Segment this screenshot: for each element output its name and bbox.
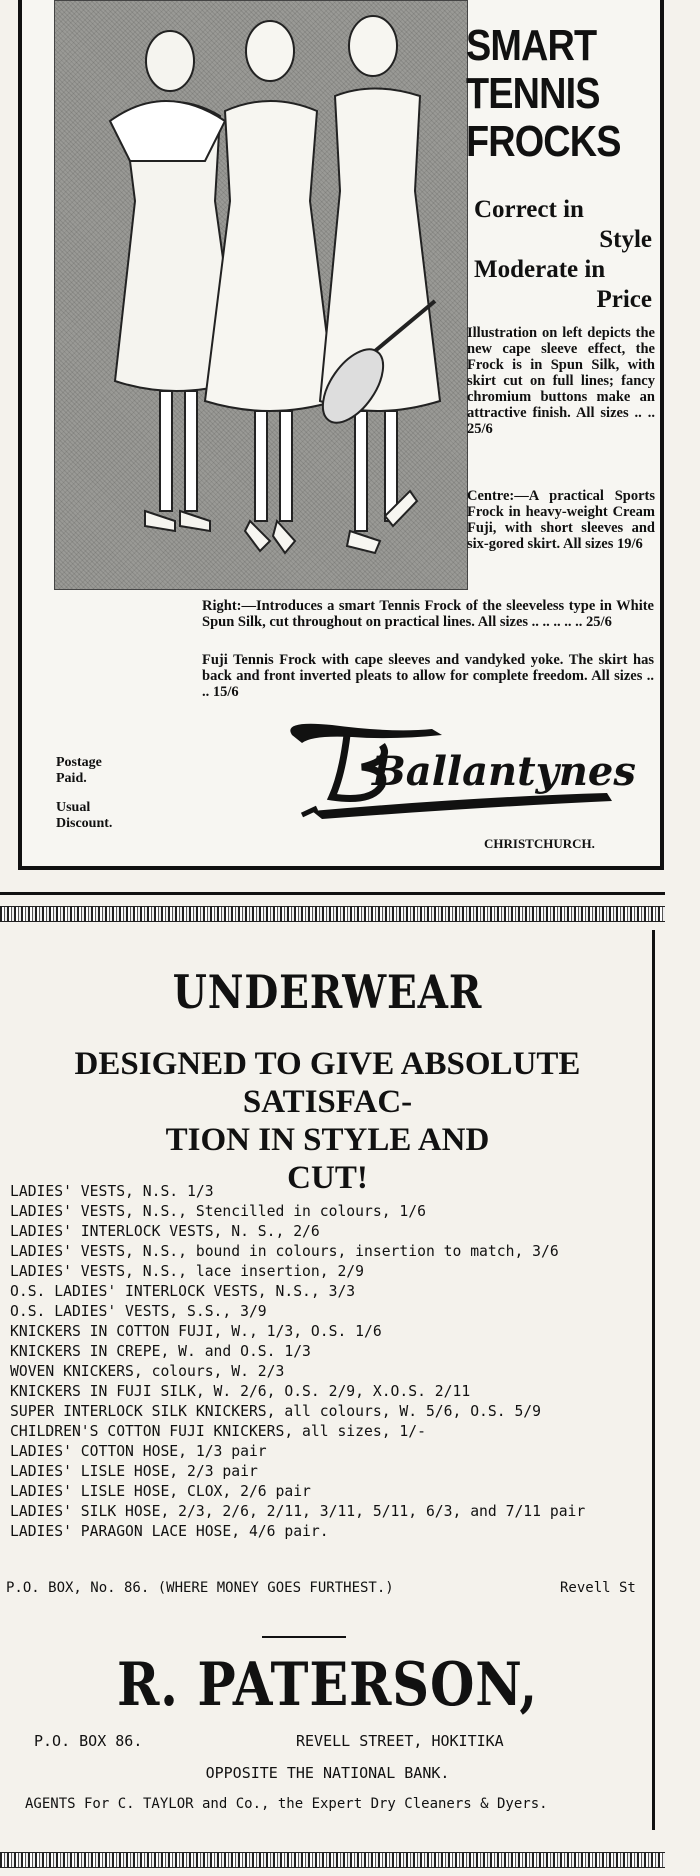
paterson-advertisement	[0, 930, 655, 1830]
headline-line-2: TENNIS	[466, 69, 600, 118]
paterson-name: R. PATERSON,	[116, 1650, 539, 1720]
price-list-item: O.S. LADIES' INTERLOCK VESTS, N.S., 3/3	[10, 1282, 356, 1300]
price-list-item: LADIES' VESTS, N.S., bound in colours, insertion to match, 3/6	[10, 1242, 559, 1260]
divider-line	[0, 892, 665, 895]
tennis-frocks-illustration	[54, 0, 468, 590]
price-list-item: LADIES' VESTS, N.S. 1/3	[10, 1182, 214, 1200]
ballantynes-advertisement	[18, 0, 664, 870]
city-label: CHRISTCHURCH.	[484, 836, 595, 851]
address-po-box: P.O. BOX 86.	[34, 1732, 143, 1750]
price-list-item: LADIES' VESTS, N.S., Stencilled in colours, 1/6	[10, 1202, 426, 1220]
description-centre-frock: Centre:—A practical Sports Frock in heavy-weight Cream Fuji, with short sleeves and six-gored skirt. All sizes 19/6	[467, 488, 655, 552]
price-list-item: LADIES' INTERLOCK VESTS, N. S., 2/6	[10, 1222, 320, 1240]
discount-line-2: Discount.	[56, 816, 113, 831]
divider-hatch-top	[0, 906, 665, 922]
price-list-item: LADIES' PARAGON LACE HOSE, 4/6 pair.	[10, 1522, 329, 1540]
divider-hatch-bottom	[0, 1852, 665, 1868]
tagline-line-3: Moderate in	[474, 256, 606, 283]
postage-line-1: Postage	[56, 755, 102, 770]
price-list-item: KNICKERS IN CREPE, W. and O.S. 1/3	[10, 1342, 311, 1360]
underwear-subtitle	[0, 1045, 655, 1197]
agents-line: AGENTS For C. TAYLOR and Co., the Expert Dry Cleaners & Dyers.	[25, 1796, 548, 1812]
price-list-item: WOVEN KNICKERS, colours, W. 2/3	[10, 1362, 285, 1380]
opposite-bank-line: OPPOSITE THE NATIONAL BANK.	[205, 1764, 450, 1782]
discount-note	[56, 800, 112, 832]
price-list-item: O.S. LADIES' VESTS, S.S., 3/9	[10, 1302, 267, 1320]
tagline	[474, 195, 652, 315]
po-box-line: P.O. BOX, No. 86. (WHERE MONEY GOES FURTHEST.)	[6, 1580, 394, 1596]
tagline-line-2: Style	[599, 226, 652, 253]
postage-line-2: Paid.	[56, 771, 87, 786]
headline	[466, 22, 621, 166]
subtitle-line-1: DESIGNED TO GIVE ABSOLUTE SATISFAC-	[74, 1046, 581, 1120]
headline-line-3: FROCKS	[466, 117, 621, 166]
postage-note	[56, 755, 102, 787]
subtitle-line-3: CUT!	[287, 1160, 368, 1196]
discount-line-1: Usual	[56, 800, 91, 815]
price-list-item: LADIES' SILK HOSE, 2/3, 2/6, 2/11, 3/11, 5/11, 6/3, and 7/11 pair	[10, 1502, 586, 1520]
headline-line-1: SMART	[466, 21, 597, 70]
subtitle-line-2: TION IN STYLE AND	[165, 1122, 490, 1158]
tagline-line-4: Price	[596, 286, 652, 313]
description-fuji-frock: Fuji Tennis Frock with cape sleeves and vandyked yoke. The skirt has back and front inverted pleats to allow for complete freedom. All sizes .. .. 15/6	[202, 652, 654, 700]
price-list-item: KNICKERS IN COTTON FUJI, W., 1/3, O.S. 1/6	[10, 1322, 382, 1340]
price-list-item: LADIES' LISLE HOSE, 2/3 pair	[10, 1462, 258, 1480]
price-list-item: SUPER INTERLOCK SILK KNICKERS, all colours, W. 5/6, O.S. 5/9	[10, 1402, 542, 1420]
price-list-item: KNICKERS IN FUJI SILK, W. 2/6, O.S. 2/9, X.O.S. 2/11	[10, 1382, 471, 1400]
tagline-line-1: Correct in	[474, 196, 584, 223]
revell-st-label: Revell St	[560, 1580, 636, 1596]
price-list-item: LADIES' LISLE HOSE, CLOX, 2/6 pair	[10, 1482, 311, 1500]
price-list-item: CHILDREN'S COTTON FUJI KNICKERS, all sizes, 1/-	[10, 1422, 426, 1440]
underwear-title: UNDERWEAR	[172, 965, 483, 1019]
address-street: REVELL STREET, HOKITIKA	[296, 1732, 504, 1750]
signature-text: Ballantynes	[372, 748, 636, 795]
price-list-item: LADIES' VESTS, N.S., lace insertion, 2/9	[10, 1262, 365, 1280]
description-right-frock: Right:—Introduces a smart Tennis Frock of the sleeveless type in White Spun Silk, cut throughout on practical lines. All sizes .. .. .. .. .. 25/6	[202, 598, 654, 630]
description-left-frock: Illustration on left depicts the new cape sleeve effect, the Frock is in Spun Silk, with skirt cut on full lines; fancy chromium buttons make an attractive finish. All sizes .. .. 25/6	[467, 325, 655, 437]
short-rule	[262, 1636, 346, 1638]
price-list-item: LADIES' COTTON HOSE, 1/3 pair	[10, 1442, 267, 1460]
